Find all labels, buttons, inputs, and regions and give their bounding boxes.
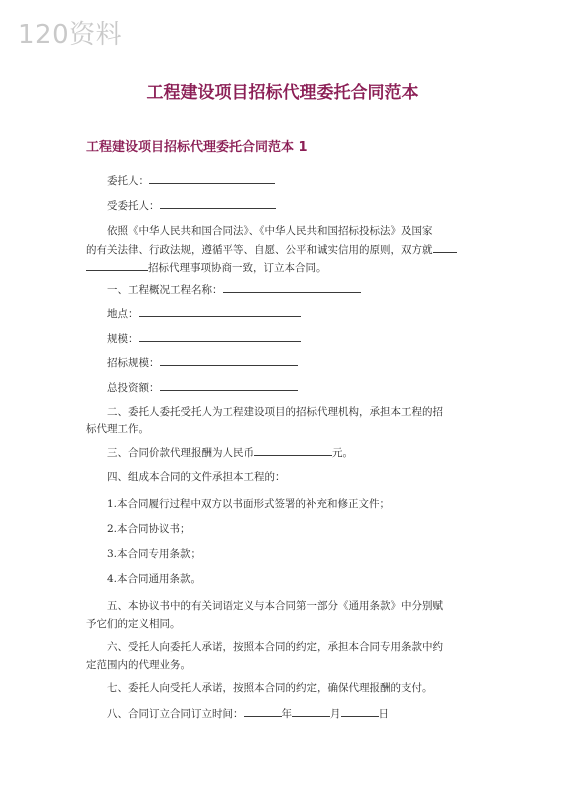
bid-scale-line	[107, 353, 487, 372]
item8-line	[107, 704, 487, 723]
fee-blank[interactable]	[254, 443, 332, 456]
intro-line-2-text: 的有关法律、行政法规，遵循平等、自愿、公平和诚实信用的原则，双方就	[86, 244, 433, 256]
item2-line-1: 二、委托人委托受托人为工程建设项目的招标代理机构，承担本工程的招	[107, 406, 443, 418]
entrustor-blank[interactable]	[149, 171, 275, 184]
section-title: 工程建设项目招标代理委托合同范本 1	[86, 140, 308, 155]
doc-item-2: 2.本合同协议书；	[107, 523, 191, 535]
year-blank[interactable]	[244, 704, 282, 717]
entrustee-label: 受委托人：	[107, 200, 160, 212]
item2-line-2: 标代理工作。	[86, 423, 149, 435]
location-label: 地点：	[107, 308, 139, 320]
item7-line: 七、委托人向受托人承诺，按照本合同的约定，确保代理报酬的支付。	[107, 682, 433, 694]
item1-line	[107, 280, 487, 299]
project-name-blank[interactable]	[223, 280, 361, 293]
entrustee-blank[interactable]	[160, 196, 276, 209]
intro-line-1: 依照《中华人民共和国合同法》、《中华人民共和国招标投标法》及国家	[107, 225, 433, 237]
bid-scale-blank[interactable]	[160, 353, 298, 366]
total-investment-label: 总投资额：	[107, 382, 160, 394]
bid-scale-label: 招标规模：	[107, 357, 160, 369]
item1-label: 一、工程概况工程名称：	[107, 284, 223, 296]
item3-unit: 元。	[332, 447, 353, 459]
item3-label: 三、合同价款代理报酬为人民币	[107, 447, 254, 459]
doc-item-3: 3.本合同专用条款；	[107, 548, 202, 560]
doc-item-4: 4.本合同通用条款。	[107, 573, 202, 585]
intro-line-2	[86, 240, 486, 259]
item3-line	[107, 443, 487, 462]
watermark-logo: 120资料	[18, 20, 123, 50]
item6-line-2: 定范围内的代理业务。	[86, 659, 191, 671]
scale-line	[107, 329, 487, 348]
document-title: 工程建设项目招标代理委托合同范本	[146, 83, 419, 103]
entrustee-line	[107, 196, 487, 215]
month-blank[interactable]	[292, 704, 330, 717]
item8-label: 八、合同订立合同订立时间：	[107, 708, 244, 720]
item5-line-1: 五、本协议书中的有关词语定义与本合同第一部分《通用条款》中分别赋	[107, 600, 443, 612]
month-label: 月	[330, 708, 341, 720]
location-line	[107, 304, 487, 323]
item4-line: 四、组成本合同的文件承担本工程的：	[107, 471, 286, 483]
doc-item-1: 1.本合同履行过程中双方以书面形式签署的补充和修正文件；	[107, 498, 391, 510]
day-blank[interactable]	[341, 704, 379, 717]
location-blank[interactable]	[139, 304, 301, 317]
item5-line-2: 予它们的定义相同。	[86, 618, 181, 630]
intro-blank-b[interactable]	[86, 258, 148, 271]
scale-label: 规模：	[107, 333, 139, 345]
entrustor-line	[107, 171, 487, 190]
scale-blank[interactable]	[139, 329, 301, 342]
intro-blank-a[interactable]	[433, 240, 457, 253]
entrustor-label: 委托人：	[107, 175, 149, 187]
day-label: 日	[378, 708, 389, 720]
total-investment-blank[interactable]	[160, 378, 298, 391]
total-investment-line	[107, 378, 487, 397]
intro-line-3-text: 招标代理事项协商一致，订立本合同。	[148, 262, 327, 274]
intro-line-3	[86, 258, 486, 277]
year-label: 年	[281, 708, 292, 720]
item6-line-1: 六、受托人向委托人承诺，按照本合同的约定，承担本合同专用条款中约	[107, 641, 443, 653]
